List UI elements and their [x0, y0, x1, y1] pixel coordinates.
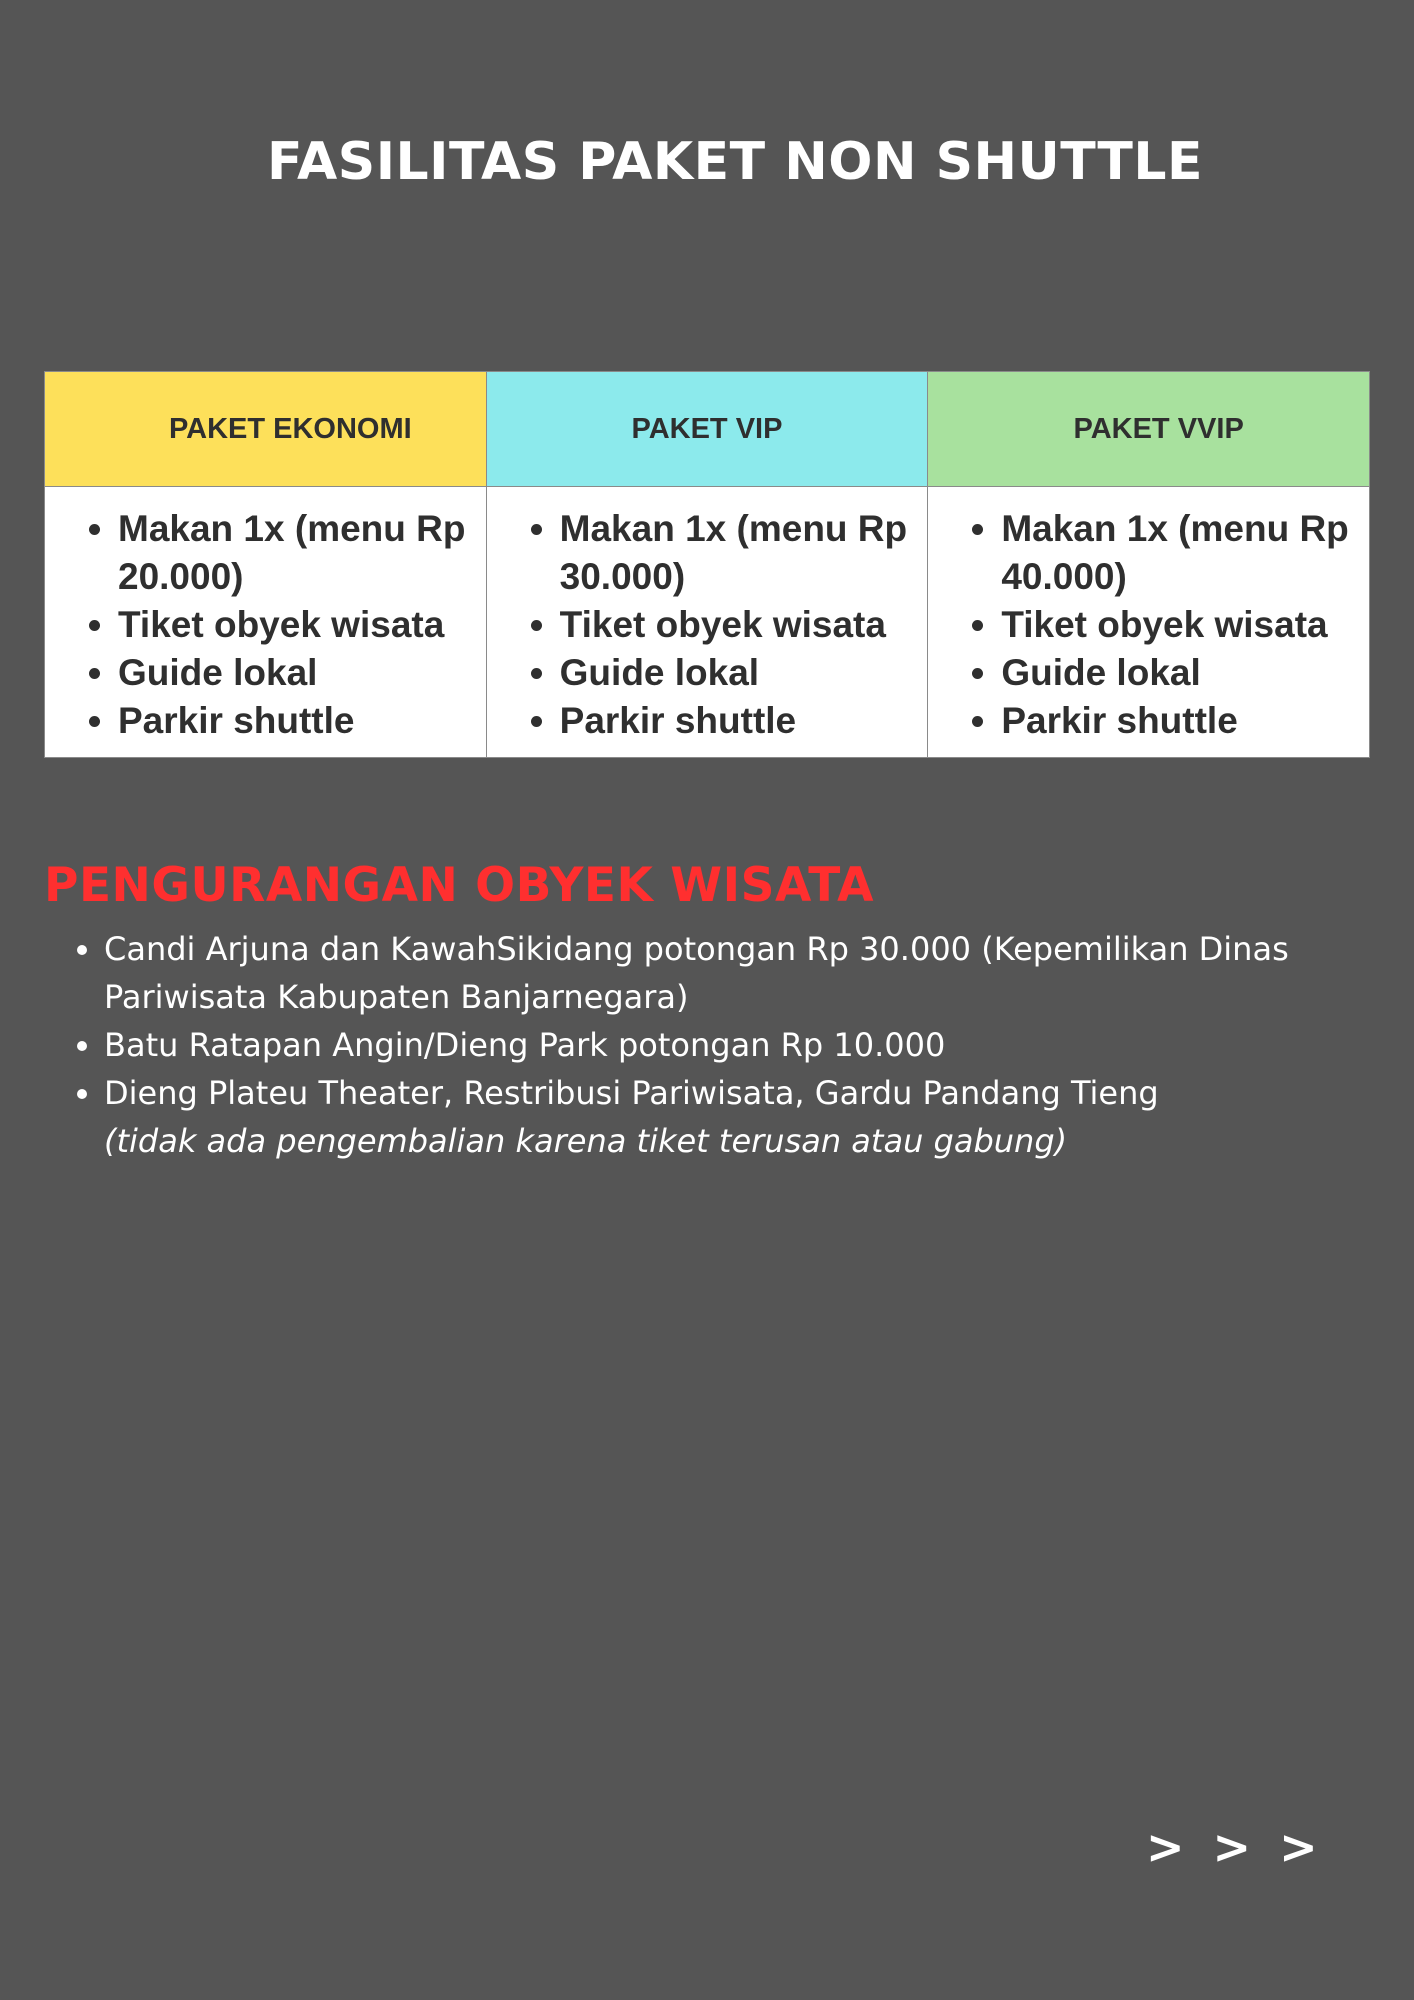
- package-list-vvip: [928, 487, 1369, 745]
- package-header-row: [45, 372, 1370, 487]
- package-list-ekonomi: [45, 487, 486, 745]
- list-item: • Tiket obyek wisata: [1001, 601, 1359, 649]
- deductions-list: [44, 925, 1384, 1165]
- package-items-row: [45, 487, 1370, 758]
- list-item: • Guide lokal: [118, 649, 476, 697]
- package-table: [44, 371, 1370, 758]
- package-header-vip: PAKET VIP: [486, 372, 928, 487]
- page-title: FASILITAS PAKET NON SHUTTLE: [266, 132, 1204, 192]
- list-item: • Parkir shuttle: [118, 697, 476, 745]
- deduction-text: Batu Ratapan Angin/Dieng Park potongan Rp 10.000: [104, 1026, 946, 1064]
- list-item: [104, 1021, 1384, 1069]
- package-header-ekonomi: PAKET EKONOMI: [45, 372, 487, 487]
- list-item: [104, 1069, 1384, 1165]
- package-list-vip: [487, 487, 928, 745]
- next-page-arrows[interactable]: > > >: [1146, 1820, 1324, 1874]
- list-item: • Guide lokal: [1001, 649, 1359, 697]
- list-item: • Makan 1x (menu Rp 20.000): [118, 505, 476, 601]
- deduction-text: Dieng Plateu Theater, Restribusi Pariwisata, Gardu Pandang Tieng: [104, 1074, 1159, 1112]
- list-item: [104, 925, 1384, 1021]
- list-item: • Tiket obyek wisata: [560, 601, 918, 649]
- package-cell-vip: [486, 487, 928, 758]
- list-item: • Guide lokal: [560, 649, 918, 697]
- deduction-text: Candi Arjuna dan KawahSikidang potongan Rp 30.000 (Kepemilikan Dinas Pariwisata Kabupaten Banjarnegara): [104, 930, 1289, 1016]
- package-header-vvip: PAKET VVIP: [928, 372, 1370, 487]
- list-item: • Parkir shuttle: [1001, 697, 1359, 745]
- list-item: • Makan 1x (menu Rp 30.000): [560, 505, 918, 601]
- deduction-note: (tidak ada pengembalian karena tiket terusan atau gabung): [104, 1122, 1068, 1160]
- list-item: • Parkir shuttle: [560, 697, 918, 745]
- list-item: • Tiket obyek wisata: [118, 601, 476, 649]
- package-cell-vvip: [928, 487, 1370, 758]
- list-item: • Makan 1x (menu Rp 40.000): [1001, 505, 1359, 601]
- package-cell-ekonomi: [45, 487, 487, 758]
- deductions-title: PENGURANGAN OBYEK WISATA: [44, 858, 875, 913]
